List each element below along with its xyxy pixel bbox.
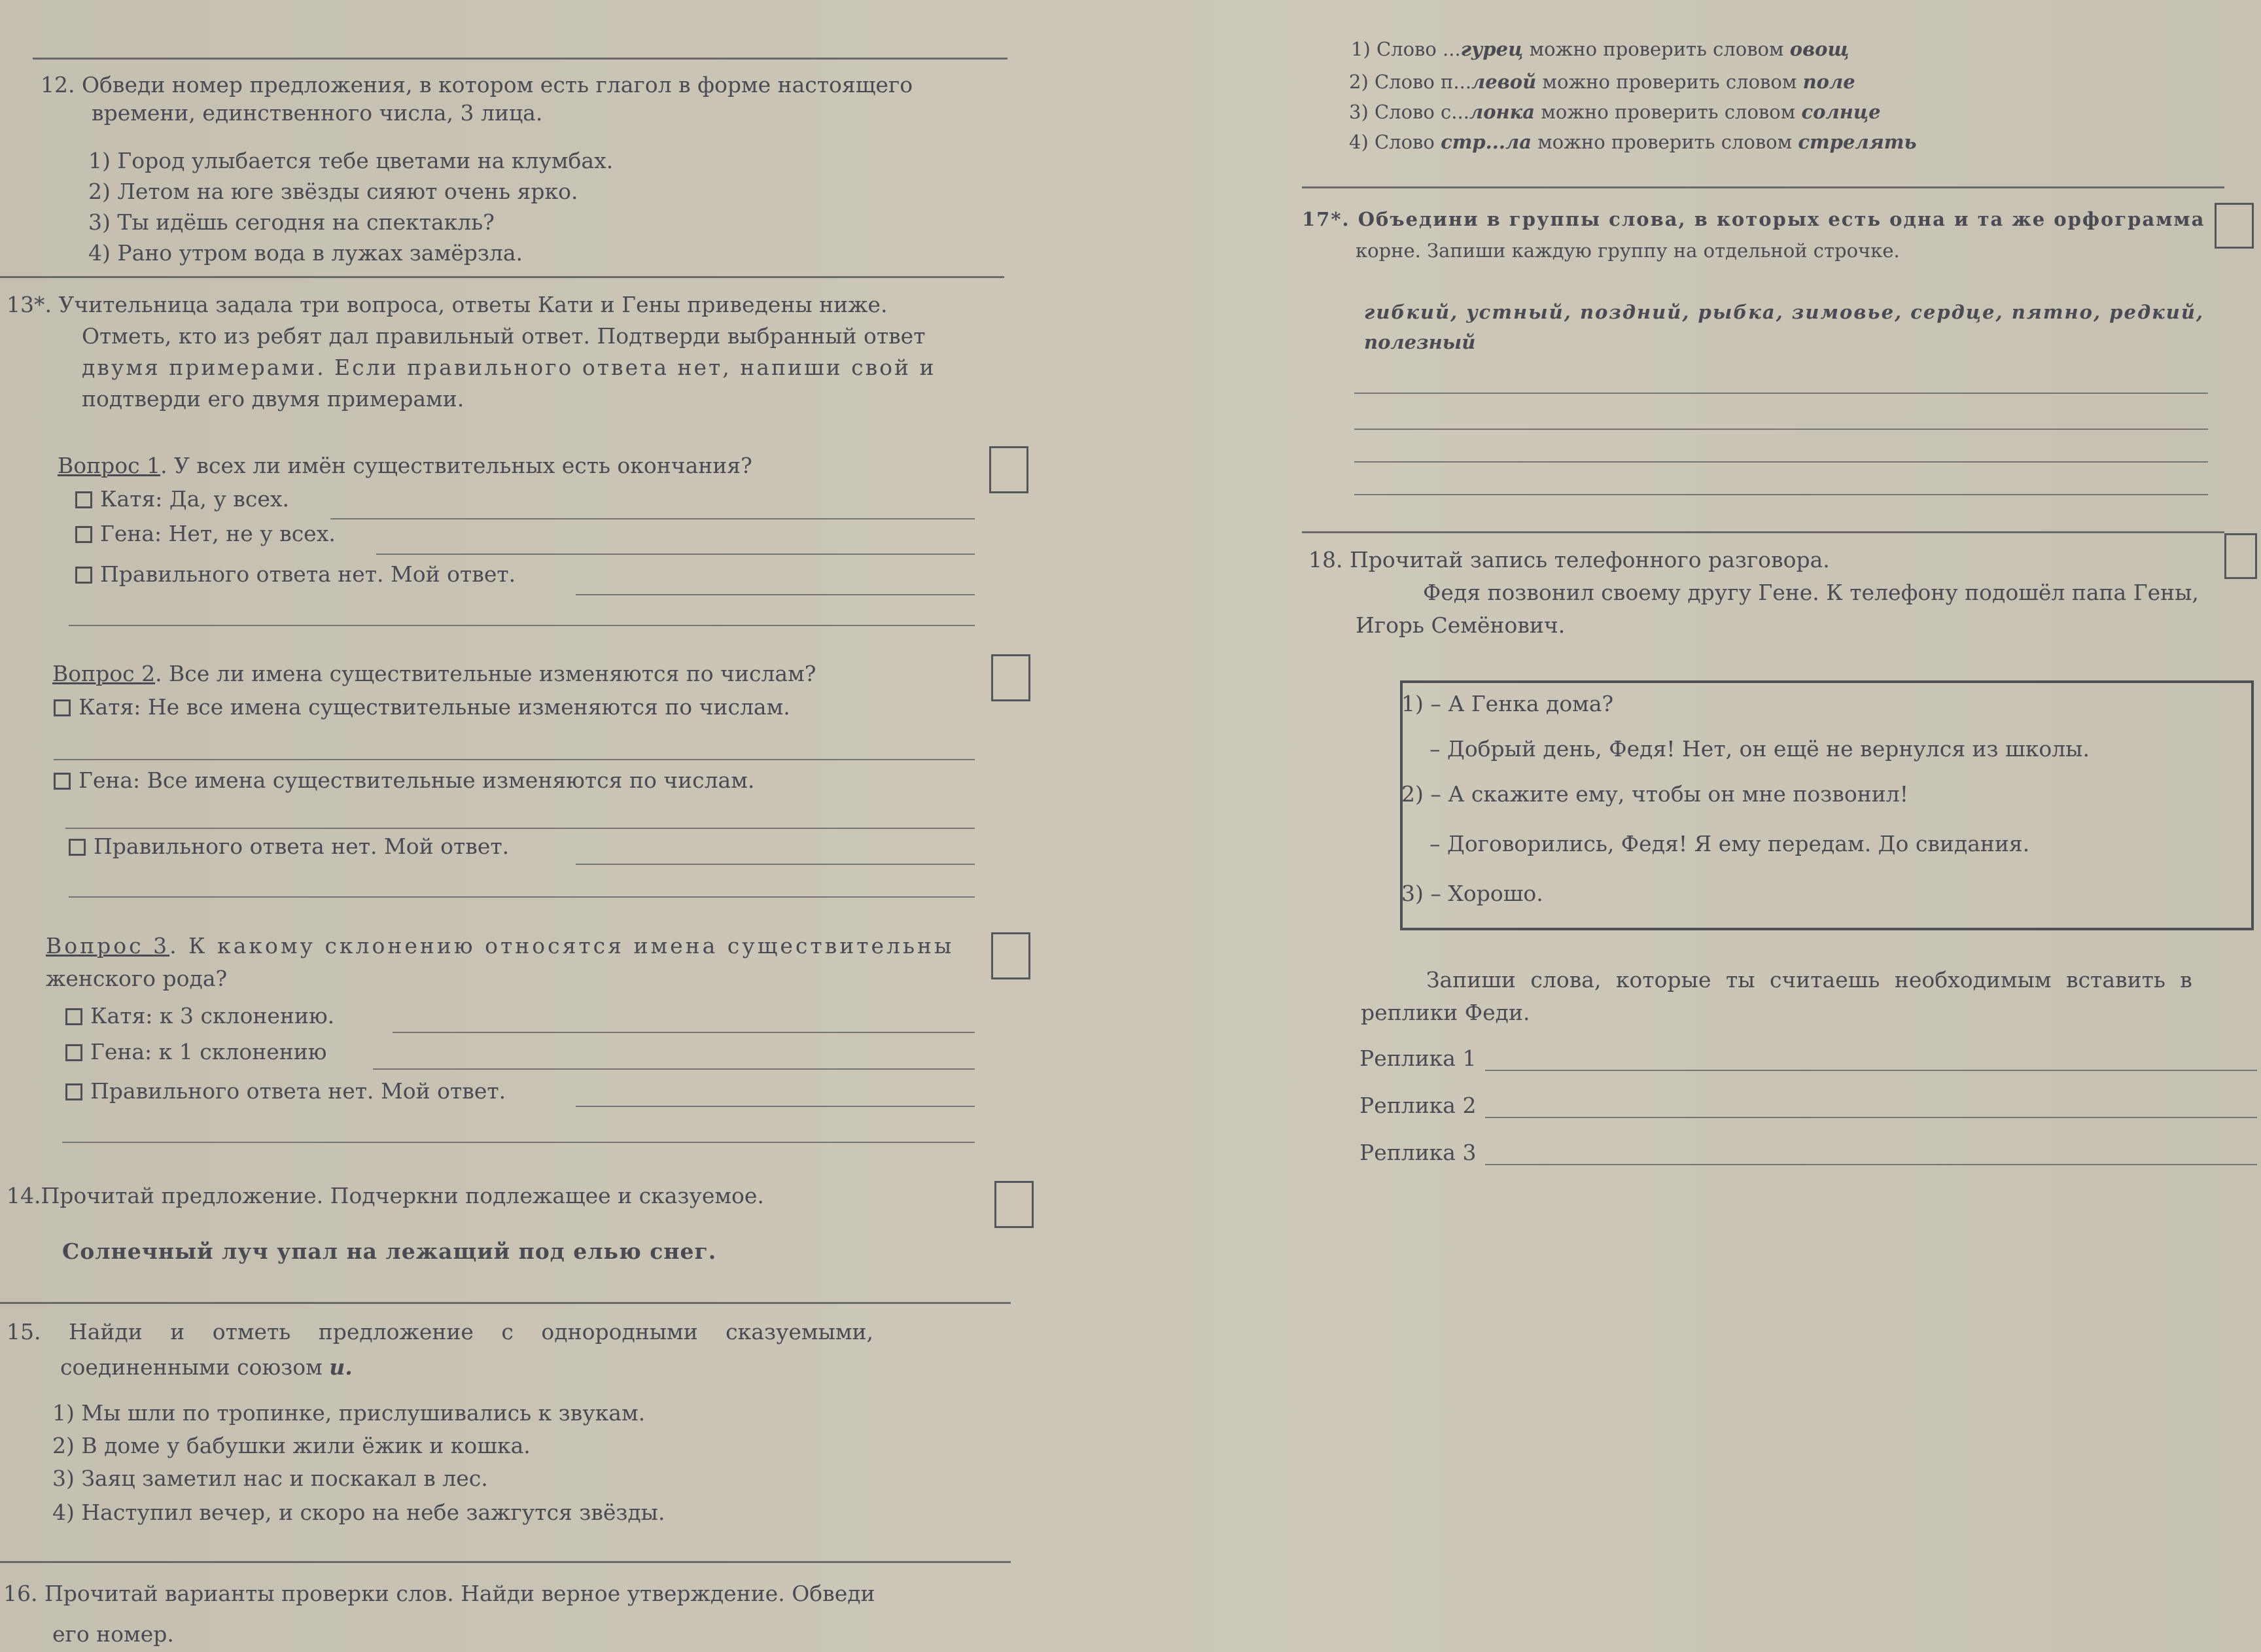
q18-intro: Федя позвонил своему другу Гене. К телефону подошёл папа Гены, (1423, 580, 2199, 605)
opt-check: овощ (1789, 38, 1849, 60)
score-box[interactable] (989, 446, 1028, 493)
dialog-line-1: 1) – А Генка дома? (1401, 691, 1614, 716)
q12-option-2[interactable]: 2) Летом на юге звёзды сияют очень ярко. (88, 179, 578, 204)
q18-task-cont: реплики Феди. (1361, 1000, 1530, 1025)
checkbox[interactable] (65, 1008, 82, 1025)
q15-title: 15. Найди и отметь предложение с однородными сказуемыми, (7, 1319, 873, 1344)
checkbox[interactable] (54, 773, 71, 790)
q15-title-text: соединенными союзом (60, 1354, 323, 1380)
answer-line[interactable] (1354, 461, 2208, 463)
q15-title-cont (60, 1356, 353, 1379)
answer-text: Гена: Нет, не у всех. (100, 521, 336, 546)
q13-v3-text: . К какому склонению относятся имена существительны (169, 933, 955, 958)
q13-v3-katya[interactable] (65, 1004, 334, 1028)
answer-line[interactable] (1354, 494, 2208, 495)
divider (0, 1302, 1011, 1304)
answer-line[interactable] (1354, 393, 2208, 394)
q13-v1-label: Вопрос 1 (58, 453, 161, 478)
answer-text: Катя: Да, у всех. (100, 486, 289, 512)
checkbox[interactable] (54, 699, 71, 716)
q12-option-3[interactable]: 3) Ты идёшь сегодня на спектакль? (88, 209, 495, 235)
score-box[interactable] (994, 1181, 1034, 1228)
replica-1-line[interactable] (1485, 1070, 2257, 1071)
answer-line[interactable] (376, 554, 975, 555)
opt-word: левой (1471, 71, 1537, 93)
divider (0, 1561, 1011, 1563)
q13-v2 (52, 662, 816, 686)
q13-line-3: двумя примерами. Если правильного ответа нет, напиши свой и (82, 355, 936, 380)
score-box[interactable] (2215, 203, 2254, 249)
divider (0, 276, 1004, 278)
checkbox[interactable] (65, 1083, 82, 1100)
q13-v1-none[interactable] (75, 563, 516, 586)
q16-option-2[interactable] (1349, 72, 1855, 93)
q13-line-4: подтверди его двумя примерами. (82, 386, 464, 412)
q16-title-cont: его номер. (52, 1621, 174, 1647)
opt-word: гурец (1460, 38, 1524, 60)
opt-mid: можно проверить словом (1529, 38, 1784, 60)
q15-option-1[interactable]: 1) Мы шли по тропинке, прислушивались к звукам. (52, 1400, 646, 1426)
score-box[interactable] (991, 654, 1030, 701)
q13-v2-text: . Все ли имена существительные изменяются по числам? (155, 661, 816, 686)
answer-line[interactable] (62, 1142, 975, 1143)
opt-word: стр...ла (1441, 131, 1532, 153)
q16-option-3[interactable] (1349, 102, 1881, 123)
answer-line[interactable] (69, 625, 975, 626)
q15-union: и. (329, 1354, 353, 1380)
q16-title: 16. Прочитай варианты проверки слов. Найди верное утверждение. Обведи (3, 1581, 875, 1606)
answer-text: Гена: к 1 склонению (90, 1039, 327, 1064)
q13-v2-gena[interactable] (54, 769, 754, 792)
q12-option-4[interactable]: 4) Рано утром вода в лужах замёрзла. (88, 240, 523, 266)
q13-v2-none[interactable] (69, 835, 509, 858)
q12-option-1[interactable]: 1) Город улыбается тебе цветами на клумбах. (88, 148, 614, 173)
divider (1302, 531, 2224, 533)
answer-text: Катя: Не все имена существительные изменяются по числам. (79, 694, 790, 720)
opt-mid: можно проверить словом (1542, 71, 1797, 93)
opt-word: лонка (1469, 101, 1535, 123)
opt-pre: 2) Слово п... (1349, 71, 1472, 93)
q13-v1-text: . У всех ли имён существительных есть окончания? (160, 453, 752, 478)
q13-v3-none[interactable] (65, 1080, 506, 1103)
answer-line[interactable] (330, 518, 975, 519)
q13-v2-label: Вопрос 2 (52, 661, 156, 686)
q16-option-4[interactable] (1349, 132, 1917, 153)
opt-pre: 4) Слово (1349, 131, 1435, 153)
q15-option-3[interactable]: 3) Заяц заметил нас и поскакал в лес. (52, 1466, 488, 1491)
q17-title: 17*. Объедини в группы слова, в которых есть одна и та же орфограмма (1302, 208, 2205, 230)
divider (1302, 186, 2224, 188)
q13-line-2: Отметь, кто из ребят дал правильный ответ. Подтверди выбранный ответ (82, 323, 926, 349)
q13-v1 (58, 454, 752, 478)
q13-v1-katya[interactable] (75, 487, 289, 511)
q17-words-cont: полезный (1364, 331, 1476, 353)
score-box[interactable] (2224, 533, 2257, 579)
opt-pre: 1) Слово ... (1351, 38, 1461, 60)
q13-v2-katya[interactable] (54, 695, 790, 719)
answer-line[interactable] (54, 759, 975, 760)
q13-v1-gena[interactable] (75, 522, 336, 546)
opt-mid: можно проверить словом (1537, 131, 1793, 153)
q18-title: 18. Прочитай запись телефонного разговора. (1308, 547, 1830, 572)
q13-title: 13*. Учительница задала три вопроса, ответы Кати и Гены приведены ниже. (7, 292, 888, 317)
checkbox[interactable] (75, 491, 92, 508)
q14-sentence[interactable]: Солнечный луч упал на лежащий под елью снег. (62, 1239, 717, 1264)
q17-words: гибкий, устный, поздний, рыбка, зимовье, сердце, пятно, редкий, (1364, 301, 2205, 323)
q18-task: Запиши слова, которые ты считаешь необходимым вставить в (1426, 967, 2192, 993)
answer-line[interactable] (576, 594, 975, 595)
dialog-line-2: – Добрый день, Федя! Нет, он ещё не вернулся из школы. (1429, 736, 2090, 762)
q13-v3-label: Вопрос 3 (46, 933, 170, 958)
answer-line[interactable] (69, 896, 975, 898)
q13-v3-text-cont: женского рода? (46, 966, 228, 991)
answer-text: Правильного ответа нет. Мой ответ. (94, 834, 510, 859)
q15-option-2[interactable]: 2) В доме у бабушки жили ёжик и кошка. (52, 1433, 531, 1458)
q14-title: 14.Прочитай предложение. Подчеркни подлежащее и сказуемое. (7, 1183, 764, 1208)
opt-check: поле (1802, 71, 1855, 93)
answer-text: Правильного ответа нет. Мой ответ. (100, 561, 516, 587)
checkbox[interactable] (75, 567, 92, 584)
replica-1-label: Реплика 1 (1359, 1046, 1477, 1071)
replica-2-label: Реплика 2 (1359, 1093, 1477, 1118)
q15-option-4[interactable]: 4) Наступил вечер, и скоро на небе зажгутся звёзды. (52, 1500, 665, 1525)
opt-mid: можно проверить словом (1541, 101, 1796, 123)
answer-text: Катя: к 3 склонению. (90, 1003, 335, 1028)
q12-title-cont: времени, единственного числа, 3 лица. (92, 100, 543, 126)
answer-line[interactable] (65, 828, 975, 829)
answer-line[interactable] (373, 1068, 975, 1070)
opt-check: стрелять (1798, 131, 1917, 153)
q12-title: 12. Обведи номер предложения, в котором есть глагол в форме настоящего (41, 72, 913, 97)
answer-line[interactable] (1354, 429, 2208, 430)
dialog-line-5: 3) – Хорошо. (1401, 881, 1543, 906)
divider (33, 58, 1008, 60)
left-column (0, 0, 1021, 1652)
q13-v3 (46, 934, 954, 958)
answer-text: Правильного ответа нет. Мой ответ. (90, 1078, 506, 1104)
opt-check: солнце (1801, 101, 1881, 123)
replica-3-label: Реплика 3 (1359, 1140, 1477, 1165)
q13-v3-gena[interactable] (65, 1040, 326, 1064)
answer-text: Гена: Все имена существительные изменяются по числам. (79, 767, 755, 793)
answer-line[interactable] (576, 864, 975, 865)
opt-pre: 3) Слово с... (1349, 101, 1469, 123)
checkbox[interactable] (75, 526, 92, 543)
checkbox[interactable] (65, 1044, 82, 1061)
dialog-line-3: 2) – А скажите ему, чтобы он мне позвонил! (1401, 781, 1908, 807)
checkbox[interactable] (69, 839, 86, 856)
dialog-line-4: – Договорились, Федя! Я ему передам. До свидания. (1429, 831, 2030, 856)
answer-line[interactable] (576, 1106, 975, 1107)
answer-line[interactable] (393, 1032, 975, 1033)
q18-intro-cont: Игорь Семёнович. (1356, 612, 1566, 638)
score-box[interactable] (991, 932, 1030, 979)
replica-3-line[interactable] (1485, 1164, 2257, 1165)
replica-2-line[interactable] (1485, 1117, 2257, 1118)
q16-option-1[interactable] (1351, 39, 1849, 60)
q17-title-cont: корне. Запиши каждую группу на отдельной строчке. (1356, 239, 1900, 262)
